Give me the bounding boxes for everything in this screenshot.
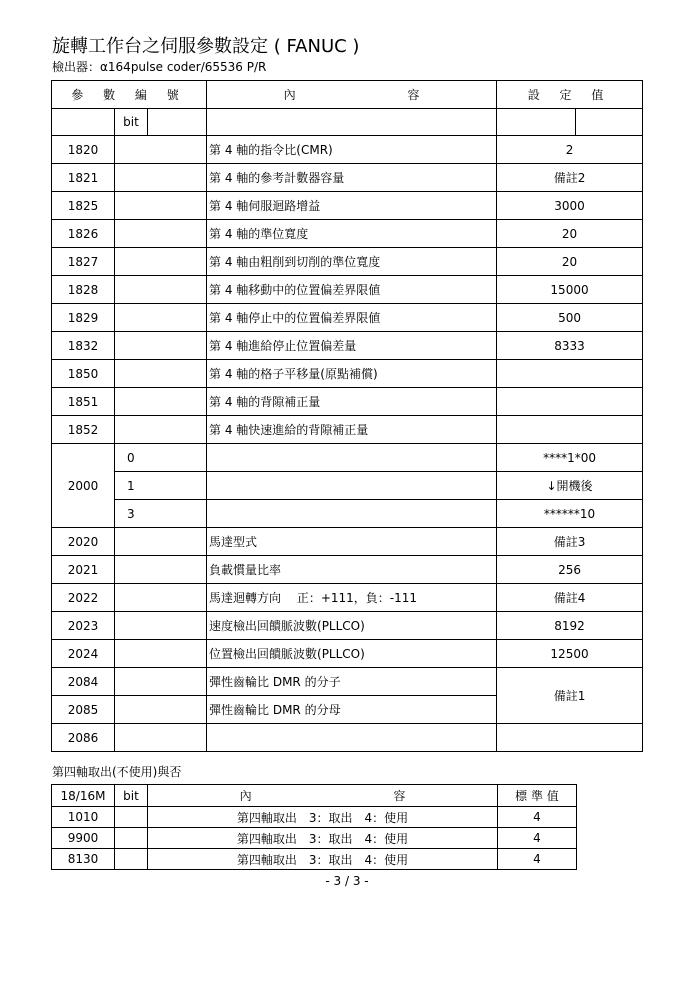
header-content bbox=[207, 81, 497, 109]
table2-row bbox=[52, 849, 577, 870]
content-cell: 速度檢出回饋脈波數(PLLCO) bbox=[207, 612, 497, 640]
value-cell bbox=[497, 388, 643, 416]
content-cell: 馬達迴轉方向 正：+111，負：-111 bbox=[207, 584, 497, 612]
param-cell: 2085 bbox=[52, 696, 115, 724]
table-header-row bbox=[52, 81, 643, 109]
param-cell: 1821 bbox=[52, 164, 115, 192]
header-content-left: 內 bbox=[239, 789, 252, 803]
header-content bbox=[148, 785, 498, 807]
param-cell: 8130 bbox=[52, 849, 115, 870]
page-title: 旋轉工作台之伺服參數設定 ( FANUC ) bbox=[52, 36, 360, 57]
value-cell: 256 bbox=[497, 556, 643, 584]
value-cell: 20 bbox=[497, 248, 643, 276]
table-row bbox=[52, 332, 643, 360]
bit-cell bbox=[115, 164, 207, 192]
param-cell: 2000 bbox=[52, 444, 115, 528]
bit-cell bbox=[115, 528, 207, 556]
value-cell: 4 bbox=[498, 807, 577, 828]
value-cell: ↓開機後 bbox=[497, 472, 643, 500]
content-cell: 彈性齒輪比 DMR 的分子 bbox=[207, 668, 497, 696]
table2-header-row bbox=[52, 785, 577, 807]
table-row bbox=[52, 304, 643, 332]
header-content-left: 內 bbox=[283, 88, 296, 102]
content-cell: 負載慣量比率 bbox=[207, 556, 497, 584]
bit-cell bbox=[115, 332, 207, 360]
header-content-right: 容 bbox=[407, 88, 420, 102]
param-cell: 1010 bbox=[52, 807, 115, 828]
param-cell: 2021 bbox=[52, 556, 115, 584]
bit-cell bbox=[115, 828, 148, 849]
bit-cell bbox=[115, 612, 207, 640]
table-row-2000-bit1 bbox=[52, 472, 643, 500]
header-model: 18/16M bbox=[52, 785, 115, 807]
content-cell: 第四軸取出 3：取出 4：使用 bbox=[148, 849, 498, 870]
value-cell: 15000 bbox=[497, 276, 643, 304]
param-cell: 9900 bbox=[52, 828, 115, 849]
content-cell: 第 4 軸的指令比(CMR) bbox=[207, 136, 497, 164]
table-row bbox=[52, 528, 643, 556]
table-row bbox=[52, 416, 643, 444]
value-cell: 3000 bbox=[497, 192, 643, 220]
param-cell: 1820 bbox=[52, 136, 115, 164]
table-row bbox=[52, 388, 643, 416]
value-cell: 備註2 bbox=[497, 164, 643, 192]
value-cell bbox=[497, 360, 643, 388]
subheader-empty bbox=[497, 109, 576, 136]
content-cell: 第 4 軸的準位寬度 bbox=[207, 220, 497, 248]
table-row bbox=[52, 248, 643, 276]
content-cell: 第四軸取出 3：取出 4：使用 bbox=[148, 828, 498, 849]
value-cell: 500 bbox=[497, 304, 643, 332]
table2-row bbox=[52, 828, 577, 849]
bit-cell bbox=[115, 849, 148, 870]
content-cell: 第 4 軸由粗削到切削的準位寬度 bbox=[207, 248, 497, 276]
table-row bbox=[52, 276, 643, 304]
param-cell: 1850 bbox=[52, 360, 115, 388]
section2-title: 第四軸取出(不使用)與否 bbox=[52, 765, 182, 779]
bit-cell bbox=[115, 640, 207, 668]
param-cell: 1832 bbox=[52, 332, 115, 360]
param-cell: 1829 bbox=[52, 304, 115, 332]
bit-cell bbox=[115, 360, 207, 388]
bit-cell bbox=[115, 304, 207, 332]
param-cell: 2023 bbox=[52, 612, 115, 640]
subheader-bit: bit bbox=[115, 109, 148, 136]
table-row bbox=[52, 220, 643, 248]
bit-cell bbox=[115, 388, 207, 416]
bit-cell bbox=[115, 248, 207, 276]
table-row bbox=[52, 164, 643, 192]
table-row bbox=[52, 136, 643, 164]
bit-cell bbox=[115, 696, 207, 724]
header-param-no: 參 數 編 號 bbox=[52, 81, 207, 109]
value-cell: 備註3 bbox=[497, 528, 643, 556]
bit-cell bbox=[115, 807, 148, 828]
table-row-2084 bbox=[52, 668, 643, 696]
merged-value-cell: 備註1 bbox=[497, 668, 643, 724]
table-row bbox=[52, 584, 643, 612]
bit-cell: 1 bbox=[115, 472, 207, 500]
bit-cell bbox=[115, 192, 207, 220]
servo-parameter-table bbox=[51, 80, 643, 752]
table2-row bbox=[52, 807, 577, 828]
bit-cell: 0 bbox=[115, 444, 207, 472]
content-cell: 第 4 軸移動中的位置偏差界限値 bbox=[207, 276, 497, 304]
fourth-axis-table bbox=[51, 784, 577, 870]
value-cell: ****1*00 bbox=[497, 444, 643, 472]
value-cell: 12500 bbox=[497, 640, 643, 668]
table-row bbox=[52, 556, 643, 584]
bit-cell bbox=[115, 584, 207, 612]
content-cell: 第 4 軸進給停止位置偏差量 bbox=[207, 332, 497, 360]
param-cell: 1826 bbox=[52, 220, 115, 248]
content-cell bbox=[207, 444, 497, 472]
param-cell: 2084 bbox=[52, 668, 115, 696]
header-setting: 設 定 值 bbox=[497, 81, 643, 109]
param-cell: 1851 bbox=[52, 388, 115, 416]
param-cell: 1825 bbox=[52, 192, 115, 220]
value-cell: 2 bbox=[497, 136, 643, 164]
bit-cell bbox=[115, 724, 207, 752]
param-cell: 2020 bbox=[52, 528, 115, 556]
content-cell: 第 4 軸伺服迴路增益 bbox=[207, 192, 497, 220]
subheader-empty bbox=[148, 109, 207, 136]
table-subheader-row bbox=[52, 109, 643, 136]
bit-cell bbox=[115, 668, 207, 696]
param-cell: 1827 bbox=[52, 248, 115, 276]
page-number: - 3 / 3 - bbox=[325, 874, 369, 888]
content-cell: 第 4 軸停止中的位置偏差界限値 bbox=[207, 304, 497, 332]
table-row-2000-bit3 bbox=[52, 500, 643, 528]
bit-cell: 3 bbox=[115, 500, 207, 528]
bit-cell bbox=[115, 276, 207, 304]
param-cell: 1828 bbox=[52, 276, 115, 304]
content-cell: 彈性齒輪比 DMR 的分母 bbox=[207, 696, 497, 724]
param-cell: 2022 bbox=[52, 584, 115, 612]
encoder-subtitle: 檢出器：α164pulse coder/65536 P/R bbox=[52, 60, 267, 74]
param-cell: 1852 bbox=[52, 416, 115, 444]
value-cell: 8333 bbox=[497, 332, 643, 360]
table-row bbox=[52, 192, 643, 220]
param-cell: 2086 bbox=[52, 724, 115, 752]
content-cell bbox=[207, 724, 497, 752]
param-cell: 2024 bbox=[52, 640, 115, 668]
content-cell bbox=[207, 472, 497, 500]
value-cell: 4 bbox=[498, 828, 577, 849]
value-cell: 4 bbox=[498, 849, 577, 870]
content-cell: 第 4 軸的格子平移量(原點補償) bbox=[207, 360, 497, 388]
table-row-2000-bit0 bbox=[52, 444, 643, 472]
bit-cell bbox=[115, 220, 207, 248]
bit-cell bbox=[115, 136, 207, 164]
content-cell bbox=[207, 500, 497, 528]
content-cell: 第 4 軸快速進給的背隙補正量 bbox=[207, 416, 497, 444]
subheader-empty bbox=[52, 109, 115, 136]
content-cell: 第 4 軸的背隙補正量 bbox=[207, 388, 497, 416]
subheader-empty bbox=[207, 109, 497, 136]
value-cell: 20 bbox=[497, 220, 643, 248]
content-cell: 第四軸取出 3：取出 4：使用 bbox=[148, 807, 498, 828]
table-row-2086 bbox=[52, 724, 643, 752]
value-cell bbox=[497, 416, 643, 444]
header-standard: 標 準 值 bbox=[498, 785, 577, 807]
bit-cell bbox=[115, 416, 207, 444]
table-row bbox=[52, 640, 643, 668]
content-cell: 第 4 軸的參考計數器容量 bbox=[207, 164, 497, 192]
value-cell: 8192 bbox=[497, 612, 643, 640]
table-row bbox=[52, 360, 643, 388]
content-cell: 馬達型式 bbox=[207, 528, 497, 556]
table-row bbox=[52, 612, 643, 640]
header-bit: bit bbox=[115, 785, 148, 807]
content-cell: 位置檢出回饋脈波數(PLLCO) bbox=[207, 640, 497, 668]
header-content-right: 容 bbox=[393, 789, 406, 803]
subheader-empty bbox=[576, 109, 643, 136]
value-cell bbox=[497, 724, 643, 752]
value-cell: 備註4 bbox=[497, 584, 643, 612]
value-cell: ******10 bbox=[497, 500, 643, 528]
bit-cell bbox=[115, 556, 207, 584]
